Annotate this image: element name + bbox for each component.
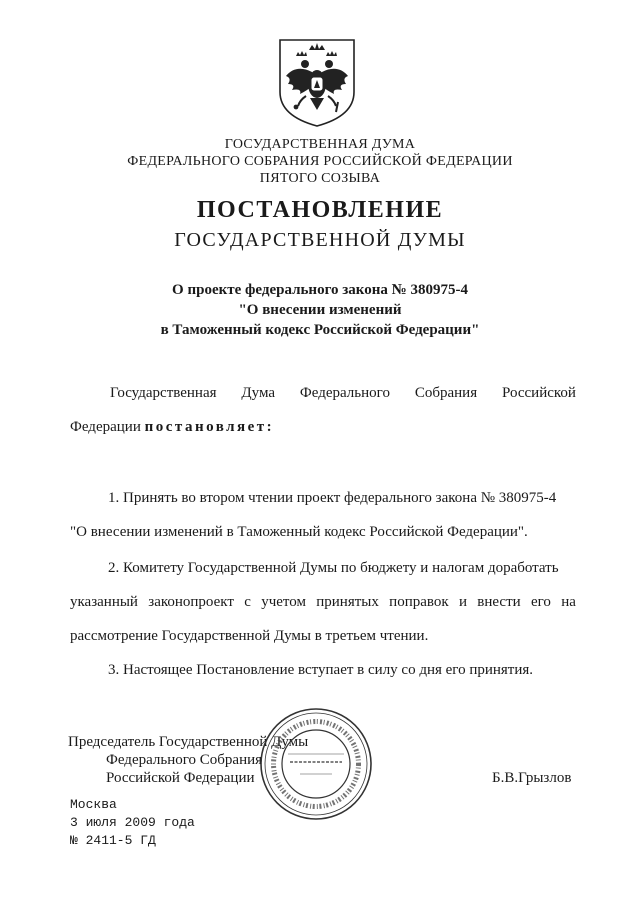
signature-line-2: Федерального Собрания	[106, 752, 263, 768]
item-2-word: учетом	[261, 594, 306, 610]
item-1-line-1: 1. Принять во втором чтении проект федерального закона № 380975-4	[108, 490, 557, 506]
item-2-word: указанный	[70, 594, 138, 610]
item-2-word: и	[458, 594, 467, 610]
footer-city: Москва	[70, 797, 117, 812]
document-subtitle: ГОСУДАРСТВЕННОЙ ДУМЫ	[174, 229, 466, 251]
header-line-3: ПЯТОГО СОЗЫВА	[259, 171, 381, 186]
item-2-word: на	[561, 594, 576, 610]
signatory-name: Б.В.Грызлов	[492, 770, 572, 786]
header-line-2: ФЕДЕРАЛЬНОГО СОБРАНИЯ РОССИЙСКОЙ ФЕДЕРАЦИИ	[127, 154, 513, 169]
item-2-word: законопроект	[148, 594, 234, 610]
preamble-line-1	[110, 385, 576, 402]
item-2-line-2	[70, 594, 576, 611]
footer-number: № 2411-5 ГД	[70, 833, 156, 848]
subject-line-1: О проекте федерального закона № 380975-4	[172, 282, 468, 298]
coat-of-arms-emblem	[276, 36, 358, 128]
preamble-line-2	[70, 419, 274, 436]
item-2-word: его	[530, 594, 551, 610]
item-2-line-1: 2. Комитету Государственной Думы по бюджету и налогам доработать	[108, 560, 559, 576]
item-2-line-3: рассмотрение Государственной Думы в третьем чтении.	[70, 628, 429, 644]
header-line-1: ГОСУДАРСТВЕННАЯ ДУМА	[224, 137, 416, 152]
preamble-word: Федерального	[299, 385, 390, 401]
footer-date: 3 июля 2009 года	[70, 815, 195, 830]
item-2-word: с	[244, 594, 251, 610]
preamble-word: Дума	[241, 385, 276, 401]
item-3: 3. Настоящее Постановление вступает в силу со дня его принятия.	[108, 662, 534, 678]
preamble-federation: Федерации	[70, 419, 141, 435]
subject-line-2: "О внесении изменений	[238, 302, 402, 318]
round-seal-stamp	[258, 706, 374, 822]
subject-line-3: в Таможенный кодекс Российской Федерации"	[160, 322, 480, 338]
document-title: ПОСТАНОВЛЕНИЕ	[196, 197, 444, 223]
preamble-word: Собрания	[414, 385, 478, 401]
item-2-word: принятых	[316, 594, 379, 610]
signature-line-1: Председатель Государственной Думы	[68, 734, 309, 750]
preamble-word: Российской	[502, 385, 576, 401]
resolves-word: постановляет:	[144, 419, 275, 435]
item-2-word: поправок	[389, 594, 449, 610]
item-1-line-2: "О внесении изменений в Таможенный кодекс Российской Федерации".	[70, 524, 528, 540]
item-2-word: внести	[477, 594, 521, 610]
preamble-word: Государственная	[110, 385, 217, 401]
signature-line-3: Российской Федерации	[106, 770, 255, 786]
